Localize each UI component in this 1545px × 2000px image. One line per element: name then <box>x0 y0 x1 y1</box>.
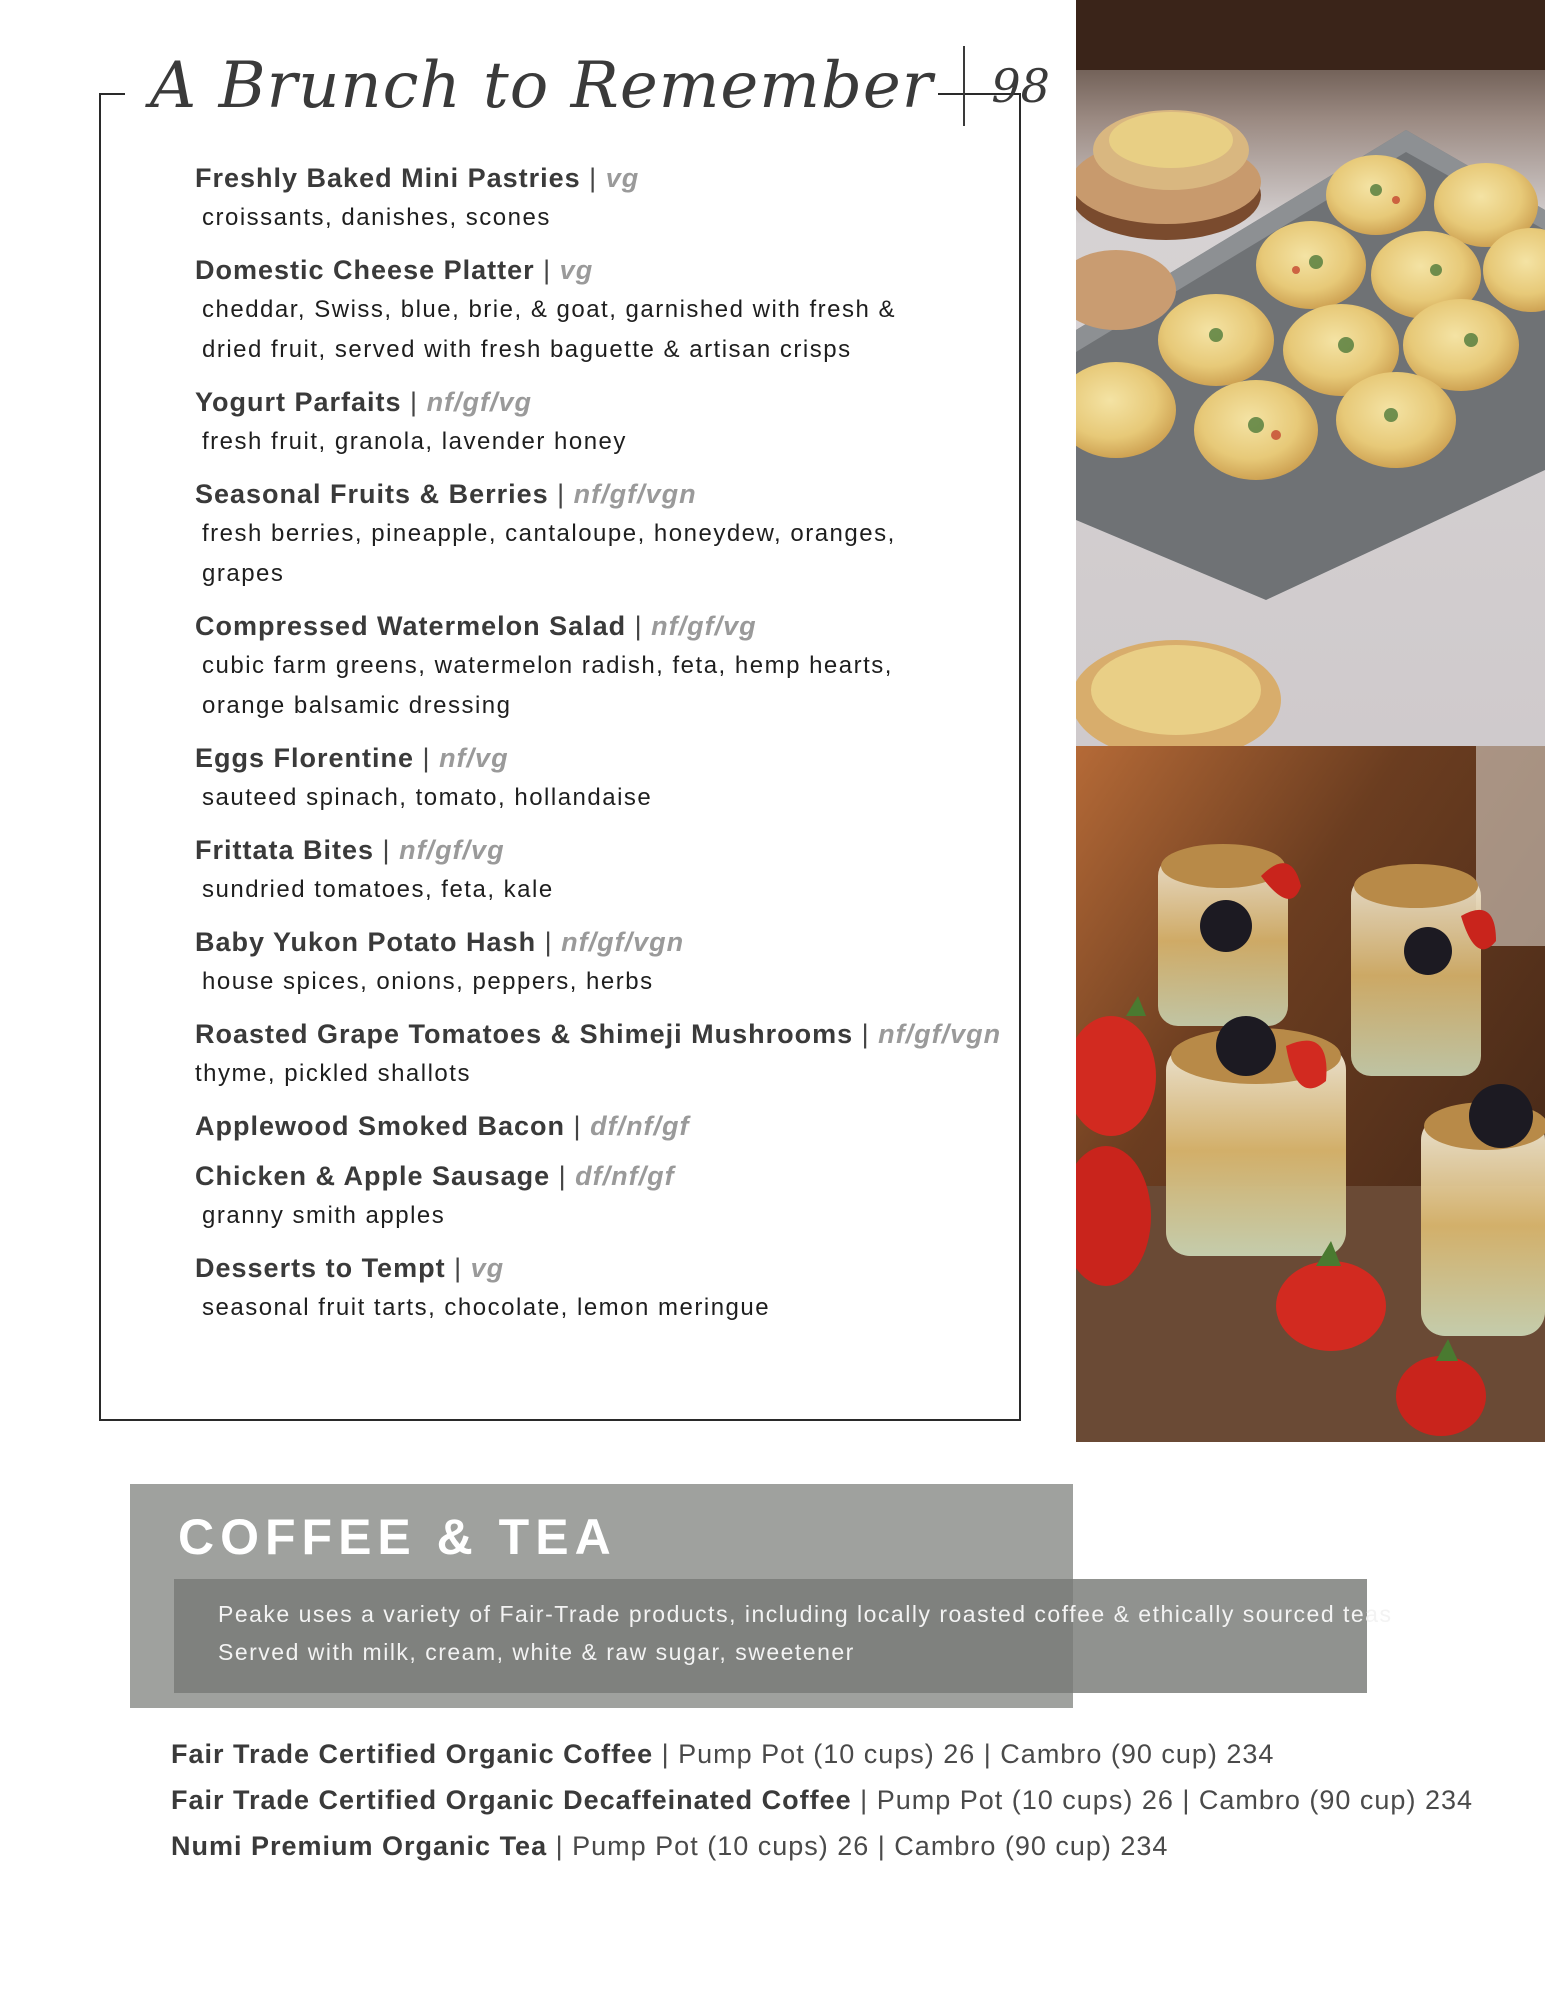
menu-item-name: Chicken & Apple Sausage <box>195 1161 551 1191</box>
menu-item-description: sauteed spinach, tomato, hollandaise <box>202 784 653 811</box>
dietary-tags: vg <box>605 163 640 193</box>
menu-item: Freshly Baked Mini Pastries | vg croissants, danishes, scones <box>195 158 995 238</box>
menu-item-name: Yogurt Parfaits <box>195 387 402 417</box>
dietary-tags: nf/gf/vgn <box>878 1019 1002 1049</box>
menu-title <box>150 36 1050 136</box>
beverage-row: Fair Trade Certified Organic Coffee | Pump Pot (10 cups) 26 | Cambro (90 cup) 234 <box>171 1739 1275 1769</box>
menu-item: Frittata Bites | nf/gf/vg sundried tomatoes, feta, kale <box>195 830 995 910</box>
coffee-tea-note <box>174 1579 1393 1693</box>
menu-list <box>195 158 1002 1340</box>
menu-item-description: cheddar, Swiss, blue, brie, & goat, garnished with fresh & <box>202 296 896 323</box>
dietary-tags: nf/gf/vg <box>651 611 757 641</box>
dietary-tags: df/nf/gf <box>575 1161 675 1191</box>
coffee-tea-list <box>171 1731 1473 1869</box>
yogurt-parfait-photo <box>1076 746 1545 1442</box>
menu-item-name: Compressed Watermelon Salad <box>195 611 627 641</box>
menu-item: Desserts to Tempt | vg seasonal fruit tarts, chocolate, lemon meringue <box>195 1248 995 1328</box>
dietary-tags: nf/gf/vgn <box>561 927 685 957</box>
menu-item: Roasted Grape Tomatoes & Shimeji Mushrooms | nf/gf/vgn thyme, pickled shallots <box>195 1014 995 1094</box>
coffee-tea-note-line: Served with milk, cream, white & raw sugar, sweetener <box>218 1639 855 1665</box>
dietary-tags: vg <box>470 1253 505 1283</box>
beverage-name: Numi Premium Organic Tea <box>171 1831 548 1861</box>
menu-item-name: Baby Yukon Potato Hash <box>195 927 537 957</box>
beverage-pricing: Pump Pot (10 cups) 26 | Cambro (90 cup) 234 <box>678 1739 1275 1769</box>
frittata-bites-photo <box>1076 0 1545 746</box>
menu-item-name: Frittata Bites <box>195 835 375 865</box>
menu-item-name: Freshly Baked Mini Pastries <box>195 163 581 193</box>
beverage-pricing: Pump Pot (10 cups) 26 | Cambro (90 cup) 234 <box>876 1785 1473 1815</box>
beverage-row: Fair Trade Certified Organic Decaffeinated Coffee | Pump Pot (10 cups) 26 | Cambro (90 cup) 234 <box>171 1785 1473 1815</box>
menu-item: Yogurt Parfaits | nf/gf/vg fresh fruit, granola, lavender honey <box>195 382 995 462</box>
menu-item-description: sundried tomatoes, feta, kale <box>202 876 554 903</box>
menu-item-name: Eggs Florentine <box>195 743 415 773</box>
menu-item-description: seasonal fruit tarts, chocolate, lemon meringue <box>202 1294 771 1321</box>
dietary-tags: nf/vg <box>439 743 509 773</box>
dietary-tags: nf/gf/vgn <box>573 479 697 509</box>
dietary-tags: nf/gf/vg <box>426 387 533 417</box>
menu-title-text: A Brunch to Remember <box>150 49 934 123</box>
coffee-tea-note-line: Peake uses a variety of Fair-Trade products, including locally roasted coffee & ethically sourced teas <box>218 1601 1393 1627</box>
beverage-pricing: Pump Pot (10 cups) 26 | Cambro (90 cup) 234 <box>572 1831 1169 1861</box>
menu-item-name: Roasted Grape Tomatoes & Shimeji Mushrooms <box>195 1019 854 1049</box>
menu-item-name: Seasonal Fruits & Berries <box>195 479 549 509</box>
menu-item-description: thyme, pickled shallots <box>195 1060 471 1087</box>
menu-item-name: Applewood Smoked Bacon <box>195 1111 566 1141</box>
menu-item-description: house spices, onions, peppers, herbs <box>202 968 654 995</box>
menu-item-description-cont: dried fruit, served with fresh baguette & artisan crisps <box>202 336 852 363</box>
menu-item: Compressed Watermelon Salad | nf/gf/vg cubic farm greens, watermelon radish, feta, hemp hearts, orange balsamic dressing <box>195 606 995 726</box>
coffee-tea-title: COFFEE & TEA <box>178 1509 617 1565</box>
title-divider <box>963 46 965 126</box>
menu-item-description-cont: grapes <box>202 560 285 587</box>
menu-item: Chicken & Apple Sausage | df/nf/gf granny smith apples <box>195 1156 995 1236</box>
menu-item-name: Desserts to Tempt <box>195 1253 446 1283</box>
beverage-row: Numi Premium Organic Tea | Pump Pot (10 cups) 26 | Cambro (90 cup) 234 <box>171 1831 1169 1861</box>
menu-item-description: granny smith apples <box>202 1202 446 1229</box>
beverage-name: Fair Trade Certified Organic Decaffeinated Coffee <box>171 1785 852 1815</box>
beverage-name: Fair Trade Certified Organic Coffee <box>171 1739 654 1769</box>
menu-item: Applewood Smoked Bacon | df/nf/gf <box>195 1111 690 1141</box>
menu-item-description: fresh berries, pineapple, cantaloupe, honeydew, oranges, <box>202 520 896 547</box>
menu-item-description-cont: orange balsamic dressing <box>202 692 512 719</box>
menu-item-description: fresh fruit, granola, lavender honey <box>202 428 627 455</box>
menu-item-description: cubic farm greens, watermelon radish, feta, hemp hearts, <box>202 652 893 679</box>
menu-item-description: croissants, danishes, scones <box>202 204 551 231</box>
menu-price: 98 <box>991 59 1050 113</box>
dietary-tags: df/nf/gf <box>590 1111 690 1141</box>
menu-item-name: Domestic Cheese Platter <box>195 255 535 285</box>
menu-item: Seasonal Fruits & Berries | nf/gf/vgn fresh berries, pineapple, cantaloupe, honeydew, oranges, grapes <box>195 474 995 594</box>
frame-top-rule-left <box>99 93 125 95</box>
dietary-tags: vg <box>559 255 594 285</box>
menu-item: Baby Yukon Potato Hash | nf/gf/vgn house spices, onions, peppers, herbs <box>195 922 995 1002</box>
dietary-tags: nf/gf/vg <box>399 835 505 865</box>
menu-item: Eggs Florentine | nf/vg sauteed spinach, tomato, hollandaise <box>195 738 995 818</box>
menu-item: Domestic Cheese Platter | vg cheddar, Swiss, blue, brie, & goat, garnished with fresh & dried fruit, served with fresh baguette & artisan crisps <box>195 250 995 370</box>
